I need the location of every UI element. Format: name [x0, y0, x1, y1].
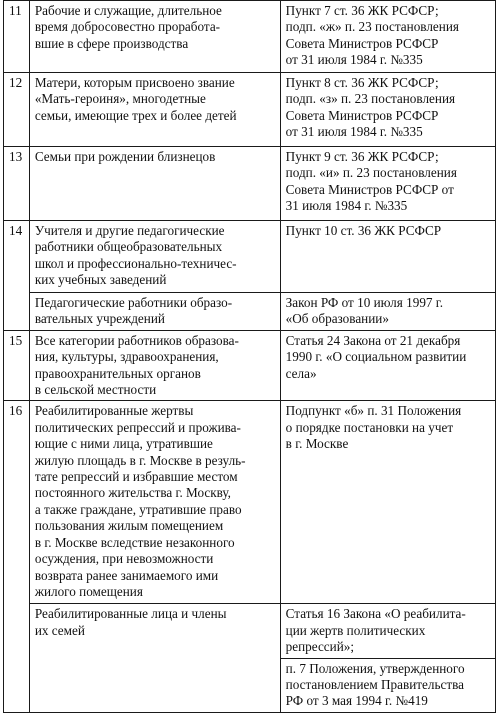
legal-basis-cell: Пункт 10 ст. 36 ЖК РСФСР	[280, 221, 495, 293]
legal-basis-cell: Подпункт «б» п. 31 Положения о порядке постановки на учет в г. Москве	[280, 401, 495, 604]
row-number: 14	[4, 221, 30, 331]
table-row	[4, 221, 496, 293]
benefits-table	[3, 0, 496, 713]
category-cell: Семьи при рождении близнецов	[29, 147, 280, 221]
category-cell: Все категории работников образова- ния, культуры, здравоохранения, правоохранительных органов в сельской местности	[29, 330, 280, 401]
category-cell: Реабилитированные жертвы политических репрессий и прожива- ющие с ними лица, утратившие жилую площадь в г. Москве в резуль- тате репрессий и избравшие местом постоянного жительства г. Москву, а также граждане, утратившие право пользования жилым помещением в г. Москве вследствие незаконного осуждения, при невозможности возврата ранее занимаемого ими жилого помещения	[29, 401, 280, 604]
table-row	[4, 1, 496, 73]
table-row	[4, 330, 496, 401]
category-cell: Рабочие и служащие, длительное время добросовестно проработа- вшие в сфере производства	[29, 1, 280, 73]
legal-basis-part: Статья 16 Закона «О реабилита- ции жертв политических репрессий»;	[281, 604, 495, 658]
row-number: 16	[4, 401, 30, 712]
row-number: 13	[4, 147, 30, 221]
row-number: 11	[4, 1, 30, 73]
legal-basis-cell: Пункт 8 ст. 36 ЖК РСФСР; подп. «з» п. 23 постановления Совета Министров РСФСР от 31 июля 1984 г. №335	[280, 73, 495, 147]
legal-basis-part: п. 7 Положения, утвержденного постановлением Правительства РФ от 3 мая 1994 г. №419	[285, 660, 465, 709]
legal-basis-cell: Статья 24 Закона от 21 декабря 1990 г. «О социальном развитии села»	[280, 330, 495, 401]
legal-basis-cell: Пункт 7 ст. 36 ЖК РСФСР; подп. «ж» п. 23 постановления Совета Министров РСФСР от 31 июля 1984 г. №335	[280, 1, 495, 73]
category-cell: Учителя и другие педагогические работники общеобразовательных школ и профессионально-техничес- ких учебных заведений	[29, 221, 280, 293]
category-cell: Матери, которым присвоено звание «Мать-героиня», многодетные семьи, имеющие трех и более детей	[29, 73, 280, 147]
legal-basis-cell: Пункт 9 ст. 36 ЖК РСФСР; подп. «и» п. 23 постановления Совета Министров РСФСР от 31 июля 1984 г. №335	[280, 147, 495, 221]
category-cell: Реабилитированные лица и члены их семей	[29, 604, 280, 712]
row-number: 12	[4, 73, 30, 147]
row-number: 15	[4, 330, 30, 401]
table-subrow	[4, 293, 496, 331]
table-subrow	[4, 604, 496, 712]
legal-basis-cell	[280, 604, 495, 712]
legal-basis-cell: Закон РФ от 10 июля 1997 г. «Об образовании»	[280, 293, 495, 331]
table-row	[4, 401, 496, 604]
category-cell: Педагогические работники образо- вательных учреждений	[29, 293, 280, 331]
table-row	[4, 147, 496, 221]
table-row	[4, 73, 496, 147]
